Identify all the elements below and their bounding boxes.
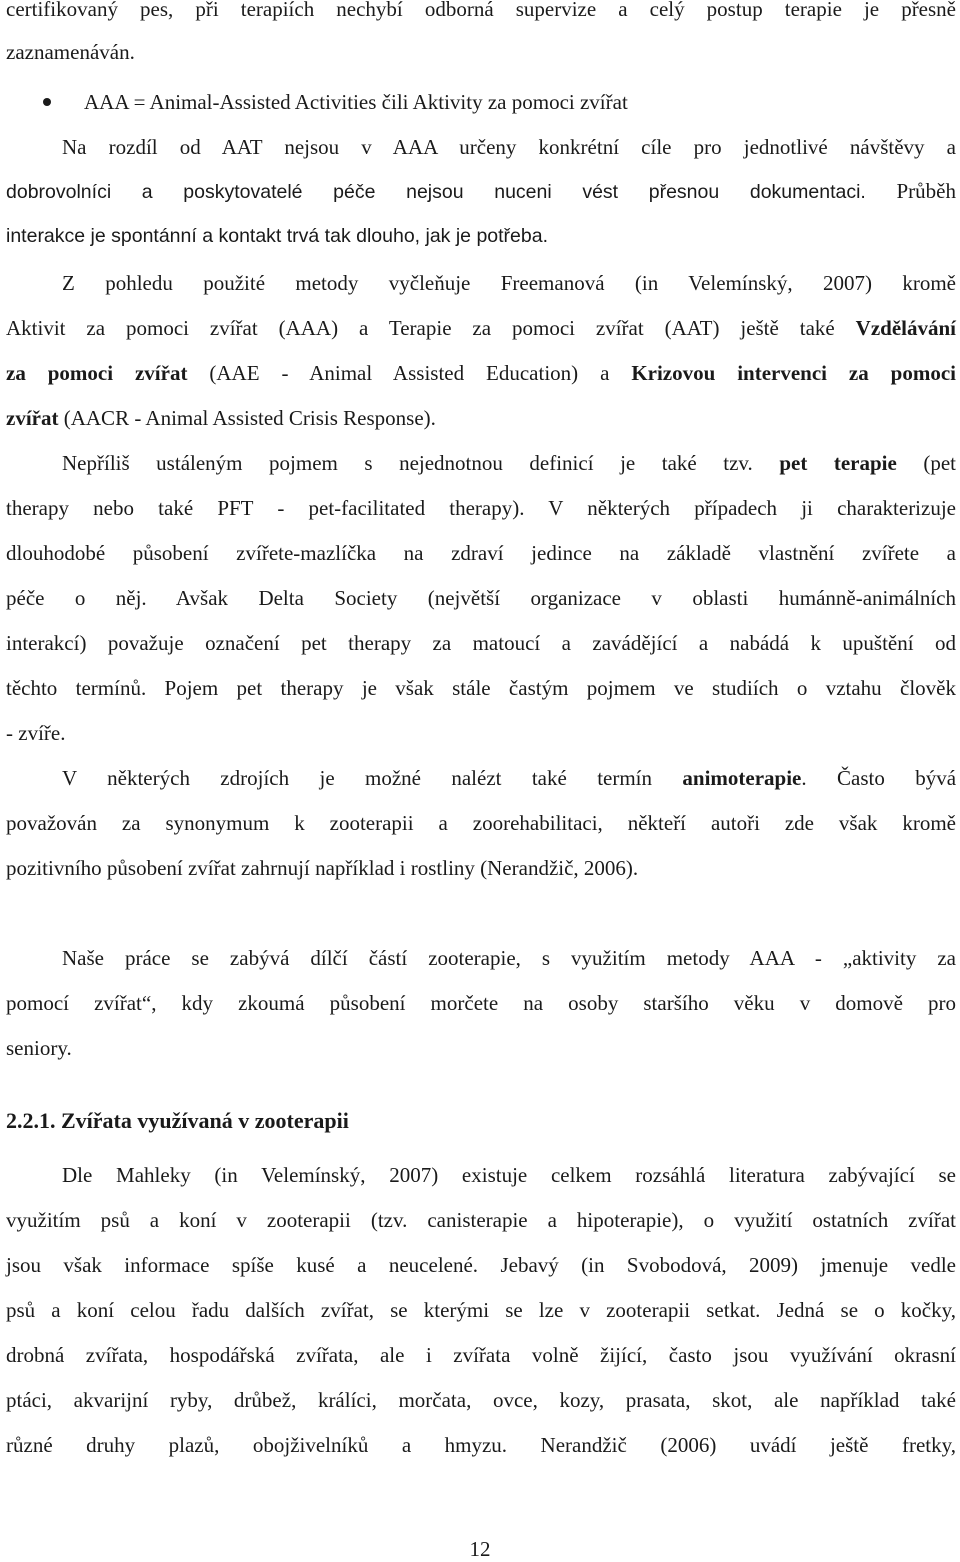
page-number: 12 xyxy=(469,1537,491,1561)
paragraph-line: therapy nebo také PFT - pet-facilitated therapy). V některých případech ji charakterizuje xyxy=(6,496,956,520)
paragraph-line: - zvíře. xyxy=(6,721,66,745)
paragraph-line: různé druhy plazů, obojživelníků a hmyzu. Nerandžič (2006) uvádí ještě fretky, xyxy=(6,1433,956,1457)
paragraph-line: dlouhodobé působení zvířete-mazlíčka na zdraví jedince na základě vlastnění zvířete a xyxy=(6,541,956,565)
paragraph-line: Dle Mahleky (in Velemínský, 2007) existuje celkem rozsáhlá literatura zabývající se xyxy=(62,1163,956,1187)
paragraph-line: psů a koní celou řadu dalších zvířat, se kterými se lze v zooterapii setkat. Jedná se o kočky, xyxy=(6,1298,956,1322)
paragraph-line: drobná zvířata, hospodářská zvířata, ale i zvířata volně žijící, často jsou využívání okrasní xyxy=(6,1343,956,1367)
paragraph-line: V některých zdrojích je možné nalézt také termín animoterapie. Často bývá xyxy=(62,766,957,790)
paragraph-line: jsou však informace spíše kusé a neucelené. Jebavý (in Svobodová, 2009) jmenuje vedle xyxy=(6,1253,956,1277)
paragraph-line: Na rozdíl od AAT nejsou v AAA určeny konkrétní cíle pro jednotlivé návštěvy a xyxy=(62,135,956,159)
paragraph-line: dobrovolníci a poskytovatelé péče nejsou nuceni vést přesnou dokumentaci. Průběh xyxy=(6,179,956,203)
paragraph-line: certifikovaný pes, při terapiích nechybí odborná supervize a celý postup terapie je přesně xyxy=(6,0,956,21)
paragraph-line: ptáci, akvarijní ryby, drůbež, králíci, morčata, ovce, kozy, prasata, skot, ale například také xyxy=(6,1388,956,1412)
paragraph-line: zvířat (AACR - Animal Assisted Crisis Response). xyxy=(6,406,436,430)
paragraph-line: pozitivního působení zvířat zahrnují například i rostliny (Nerandžič, 2006). xyxy=(6,856,639,880)
paragraph-line: Z pohledu použité metody vyčleňuje Freemanová (in Velemínský, 2007) kromě xyxy=(62,271,956,295)
paragraph-line: Aktivit za pomoci zvířat (AAA) a Terapie za pomoci zvířat (AAT) ještě také Vzdělávání xyxy=(6,316,956,340)
paragraph-line: Nepříliš ustáleným pojmem s nejednotnou definicí je také tzv. pet terapie (pet xyxy=(62,451,957,475)
paragraph-line: Naše práce se zabývá dílčí částí zooterapie, s využitím metody AAA - „aktivity za xyxy=(62,946,956,970)
paragraph-line: péče o něj. Avšak Delta Society (největší organizace v oblasti humánně-animálních xyxy=(6,586,956,610)
bullet-title: AAA = Animal-Assisted Activities čili Aktivity za pomoci zvířat xyxy=(84,90,628,114)
paragraph-line: využitím psů a koní v zooterapii (tzv. canisterapie a hipoterapie), o využití ostatních zvířat xyxy=(6,1208,956,1232)
paragraph-line: interakcí) považuje označení pet therapy za matoucí a zavádějící a nabádá k upuštění od xyxy=(6,631,956,655)
bullet-icon xyxy=(43,98,51,106)
paragraph-line: seniory. xyxy=(6,1036,72,1060)
paragraph-line: zaznamenáván. xyxy=(6,40,135,64)
section-heading: 2.2.1. Zvířata využívaná v zooterapii xyxy=(6,1108,349,1133)
paragraph-line: těchto termínů. Pojem pet therapy je však stále častým pojmem ve studiích o vztahu člověk xyxy=(6,676,956,700)
paragraph-line: pomocí zvířat“, kdy zkoumá působení morčete na osoby staršího věku v domově pro xyxy=(6,991,956,1015)
paragraph-line: považován za synonymum k zooterapii a zoorehabilitaci, někteří autoři zde však kromě xyxy=(6,811,956,835)
paragraph-line: interakce je spontánní a kontakt trvá tak dlouho, jak je potřeba. xyxy=(6,225,549,247)
paragraph-line: za pomoci zvířat (AAE - Animal Assisted Education) a Krizovou intervenci za pomoci xyxy=(6,361,956,385)
